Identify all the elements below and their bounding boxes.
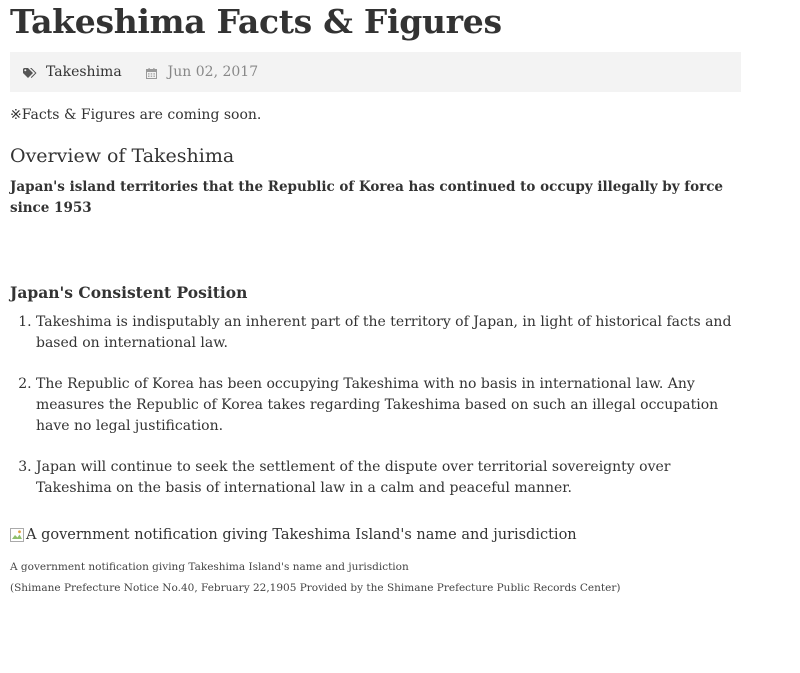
article bbox=[10, 0, 750, 599]
page-title: Takeshima Facts & Figures bbox=[10, 2, 502, 41]
tag-icon bbox=[23, 67, 37, 78]
tag-link[interactable] bbox=[23, 64, 122, 80]
list-item: 1. Takeshima is indisputably an inherent part of the territory of Japan, in light of historical facts and based on international law. bbox=[36, 312, 746, 354]
tag-label: Takeshima bbox=[46, 64, 122, 80]
coming-soon-notice: ※Facts & Figures are coming soon. bbox=[10, 107, 262, 123]
notification-figure bbox=[10, 525, 750, 599]
caption-line: (Shimane Prefecture Notice No.40, February 22,1905 Provided by the Shimane Prefecture Public Records Center) bbox=[10, 582, 621, 594]
caption-line: A government notification giving Takeshima Island's name and jurisdiction bbox=[10, 561, 409, 573]
list-item: 2. The Republic of Korea has been occupying Takeshima with no basis in international law. Any measures the Republic of Korea takes regarding Takeshima based on such an illegal occupation have no legal justification. bbox=[36, 374, 746, 437]
list-item: 3. Japan will continue to seek the settlement of the dispute over territorial sovereignty over Takeshima on the basis of international law in a calm and peaceful manner. bbox=[36, 457, 746, 499]
notification-image bbox=[10, 525, 750, 545]
broken-image-icon bbox=[10, 528, 24, 542]
overview-text: Japan's island territories that the Republic of Korea has continued to occupy illegally by force since 1953 bbox=[10, 179, 724, 216]
date-label: Jun 02, 2017 bbox=[167, 64, 259, 80]
overview-heading: Overview of Takeshima bbox=[10, 145, 235, 167]
position-heading: Japan's Consistent Position bbox=[10, 283, 248, 302]
post-meta-bar bbox=[10, 52, 741, 92]
calendar-icon bbox=[146, 67, 157, 78]
post-date bbox=[146, 64, 258, 80]
image-alt-text: A government notification giving Takeshima Island's name and jurisdiction bbox=[26, 527, 577, 543]
figure-caption bbox=[10, 557, 750, 599]
position-list bbox=[10, 312, 746, 499]
